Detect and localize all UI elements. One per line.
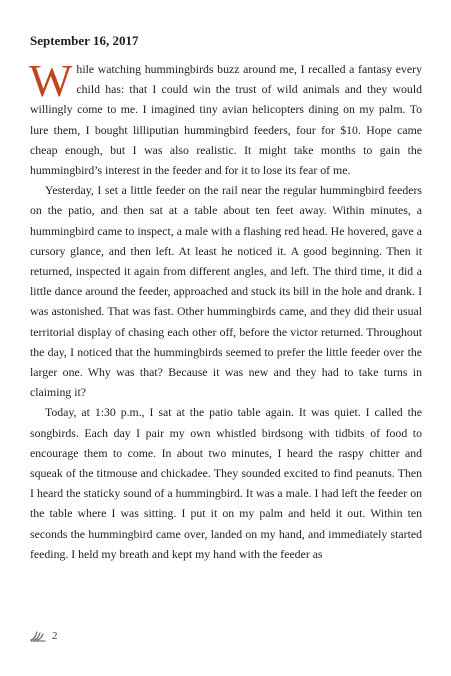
entry-date: September 16, 2017 <box>30 33 139 48</box>
page-number: 2 <box>52 630 58 642</box>
drop-cap: W <box>29 55 73 106</box>
article-body <box>29 55 422 564</box>
flourish-icon <box>30 630 46 642</box>
paragraph-3: Today, at 1:30 p.m., I sat at the patio table again. It was quiet. I called the songbirds. Each day I pair my own whistled birdsong with tidbits of food to encourage them to come. In about two minutes, I heard the raspy chitter and squeak of the titmouse and chickadee. They sounded excited to find peanuts. Then I heard the staticky sound of a hummingbird. It was a male. I had left the feeder on the table where I was sitting. I put it on my palm and held it out. Within ten seconds the hummingbird came over, landed on my hand, and immediately started feeding. I held my breath and kept my hand with the feeder as <box>30 405 422 561</box>
paragraph-1-text: hile watching hummingbirds buzz around me, I recalled a fantasy every child has: that I could win the trust of wild animals and they would willingly come to me. I imagined tiny avian helicopters dining on my palm. To lure them, I bought lilliputian hummingbird feeders, four for $10. Hope came cheap enough, but I was also realistic. It might take months to gain the hummingbird’s interest in the feeder and for it to lose its fear of me. <box>30 62 422 178</box>
page-footer <box>30 630 58 642</box>
paragraph-2: Yesterday, I set a little feeder on the rail near the regular hummingbird feeders on the patio, and then sat at a table about ten feet away. Within minutes, a hummingbird came to inspect, a male with a flashing red head. He hovered, gave a cursory glance, and then left. At least he noticed it. A good beginning. Then it returned, inspected it again from different angles, and left. The third time, it did a little dance around the feeder, approached and stuck its bill in the hole and drank. I was astonished. That was fast. Other hummingbirds came, and they did their usual territorial display of chasing each other off, before the victor returned. Throughout the day, I noticed that the hummingbirds seemed to prefer the little feeder over the larger one. Why was that? Because it was new and they had to take turns in claiming it? <box>30 183 422 400</box>
paragraph-1 <box>29 55 422 180</box>
